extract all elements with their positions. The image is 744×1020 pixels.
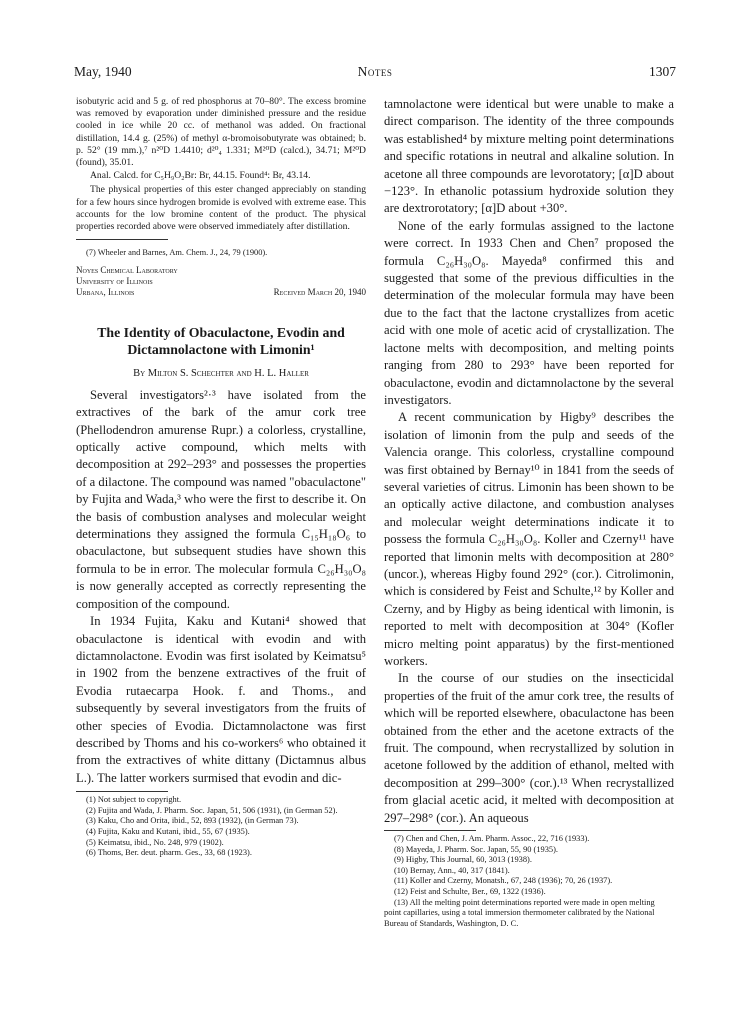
footnote: (7) Chen and Chen, J. Am. Pharm. Assoc., 22, 716 (1933). xyxy=(394,834,590,844)
running-header xyxy=(74,64,676,82)
footnote: (12) Feist and Schulte, Ber., 69, 1322 (1936). xyxy=(394,887,546,897)
page-number: 1307 xyxy=(649,64,676,79)
footnote-rule xyxy=(384,830,476,831)
body-paragraph: In 1934 Fujita, Kaku and Kutani⁴ showed that obaculactone is identical with evodin and with dictamnolactone. Evodin was first isolated by Keimatsu⁵ in 1902 from the benzene extractives of the fruit of Evodia rutaecarpa Hook. f. and Thoms., and subsequently by several investigators from the fruits of other species of Evodia. Dictamnolactone was first described by Thoms and his co-workers⁶ who obtained it from the extractives of white dittany (Dictamnus albus L.). The latter workers surmised that evodin and dic- xyxy=(76,614,366,785)
footnote: (3) Kaku, Cho and Orita, ibid., 52, 893 (1932), (in German 73). xyxy=(86,816,299,826)
footnote: (13) All the melting point determinations reported were made in open melting point capillaries, using a total immersion thermometer calibrated by the National Bureau of Standards, Washington, D. C. xyxy=(384,897,655,928)
footnote: (9) Higby, This Journal, 60, 3013 (1938). xyxy=(394,855,532,865)
body-paragraph: Several investigators²·³ have isolated from the extractives of the bark of the amur cork tree (Phellodendron amurense Rupr.) a colorless, crystalline, optically active compound, which melts with decomposition at 292–293° and possesses the properties of a dilactone. The compound was named "obaculactone" by Fujita and Wada,³ who were the first to describe it. On the basis of combustion analyses and molecular weight determinations they assigned the formula C₁₅H₁₈O₆ to obaculactone, but subsequent studies have shown this formula to be in error. The molecular formula C₂₆H₃₀O₈ is now generally accepted as correctly representing the composition of the compound. xyxy=(76,387,366,611)
body-paragraph: tamnolactone were identical but were unable to make a direct comparison. The identity of the three compounds was established⁴ by mixture melting point determinations and specific rotations in neutral and alkaline solution. In acetone all three compounds are levorotatory; [α]D about −123°. In ethanolic potassium hydroxide solution they are dextrorotatory; [α]D about +30°. xyxy=(384,97,674,216)
body-paragraph: None of the early formulas assigned to the lactone were correct. In 1933 Chen and Chen⁷ proposed the formula C₂₆H₃₀O₈. Mayeda⁸ confirmed this and suggested that some of the previous difficulties in the determination of the molecular formula may have been due to the fact that the lactone crystallizes from acetic acid with one mole of acetic acid of crystallization. The lactone melts with decomposition, and melting points ranging from 280 to 293° have been reported for obaculactone, evodin and dictamnolactone by the several investigators. xyxy=(384,218,674,407)
footnote: (11) Koller and Czerny, Monatsh., 67, 248 (1936); 70, 26 (1937). xyxy=(394,876,613,886)
prev-article-paragraph: The physical properties of this ester changed appreciably on standing for a few hours since hydrogen bromide is evolved with extreme ease. This accounts for the low bromine content of the product. The physical properties recorded above were observed immediately after distillation. xyxy=(76,184,366,233)
article-title-line: The Identity of Obaculactone, Evodin and xyxy=(97,324,345,340)
footnote: (4) Fujita, Kaku and Kutani, ibid., 55, 67 (1935). xyxy=(86,826,250,836)
footnote: (2) Fujita and Wada, J. Pharm. Soc. Japan, 51, 506 (1931), (in German 52). xyxy=(86,805,338,815)
footnote: (5) Keimatsu, ibid., No. 248, 979 (1902). xyxy=(86,837,224,847)
address-city: Urbana, Illinois xyxy=(76,286,135,297)
received-date: Received March 20, 1940 xyxy=(273,286,366,297)
left-column xyxy=(76,96,366,859)
address-received-row xyxy=(76,287,366,298)
footnote: (7) Wheeler and Barnes, Am. Chem. J., 24, 79 (1900). xyxy=(86,248,268,258)
article-title-line: Dictamnolactone with Limonin¹ xyxy=(127,341,315,357)
prev-article-paragraph: isobutyric acid and 5 g. of red phosphorus at 70–80°. The excess bromine was removed by evaporation under diminished pressure and the residue cooled in ice while 20 cc. of methanol was added. On fractional distillation, 14.4 g. (25%) of methyl α-bromoisobutyrate was obtained; b. p. 52° (19 mm.),⁷ n²⁰D 1.4410; d²⁰₄ 1.331; M²⁰D (calcd.), 34.71; M²⁰D (found), 35.01. xyxy=(76,96,366,169)
article-title xyxy=(76,324,366,358)
address-line: Noyes Chemical Laboratory xyxy=(76,264,178,275)
prev-article-analysis: Anal. Calcd. for C₅H₉O₂Br: Br, 44.15. Found⁴: Br, 43.14. xyxy=(90,170,311,182)
right-column xyxy=(384,96,674,929)
footnote-rule xyxy=(76,791,168,792)
footnote: (1) Not subject to copyright. xyxy=(86,795,182,805)
article-byline: By Milton S. Schechter and H. L. Haller xyxy=(133,367,309,379)
body-paragraph: A recent communication by Higby⁹ describes the isolation of limonin from the pulp and seeds of the Valencia orange. This colorless, crystalline compound was first obtained by Bernay¹⁰ in 1841 from the seeds of several varieties of citrus. Limonin has been shown to be an optically active dilactone, and combustion analyses and molecular weight determinations indicate it to possess the formula C₂₆H₃₀O₈. Koller and Czerny¹¹ have reported that limonin melts with decomposition at 280° (uncor.), whereas Higby found 292° (cor.). Citrolimonin, which is considered by Feist and Schulte,¹² by Koller and Czerny, and by Higby as being identical with limonin, is reported to melt with decomposition at 304° (Kofler micro melting point apparatus) by the first-mentioned workers. xyxy=(384,410,674,668)
header-date: May, 1940 xyxy=(74,64,132,79)
footnote-rule xyxy=(76,239,168,240)
body-paragraph: In the course of our studies on the insecticidal properties of the fruit of the amur cork tree, the results of which will be reported elsewhere, obaculactone has been obtained from the ether and the acetone extracts of the fruit. The compound, when recrystallized by solution in acetone followed by the addition of ethanol, melted with decomposition at 299–300° (cor.).¹³ When recrystallized from glacial acetic acid, it melted with decomposition at 297–298° (cor.). An aqueous xyxy=(384,671,674,825)
address-line: University of Illinois xyxy=(76,275,153,286)
footnote: (8) Mayeda, J. Pharm. Soc. Japan, 55, 90 (1935). xyxy=(394,844,558,854)
footnote: (6) Thoms, Ber. deut. pharm. Ges., 33, 68 (1923). xyxy=(86,848,252,858)
header-section: Notes xyxy=(357,64,393,79)
footnote: (10) Bernay, Ann., 40, 317 (1841). xyxy=(394,865,510,875)
